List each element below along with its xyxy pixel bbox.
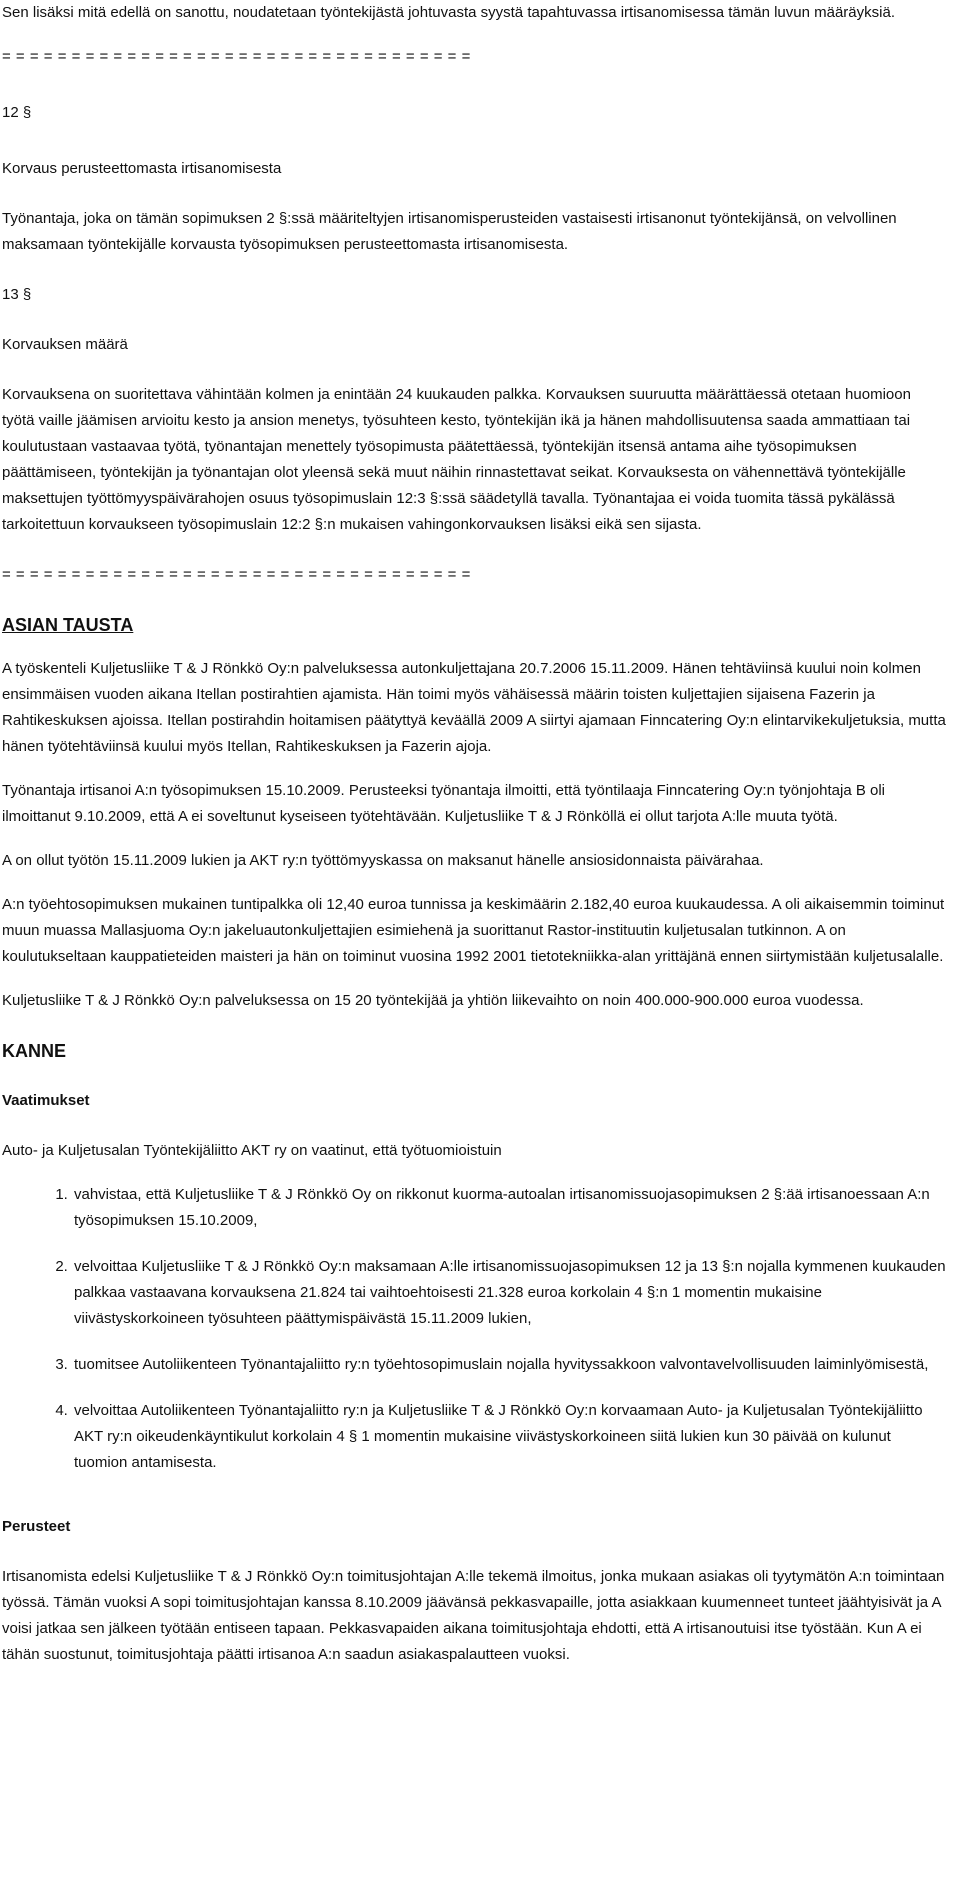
section-13-text: Korvauksena on suoritettava vähintään kolmen ja enintään 24 kuukauden palkka. Korvauksen suuruutta määrättäessä otetaan huomioon työtä vaille jäämisen arvioitu kesto ja ansion menetys, työsuhteen kesto, työntekijän ikä ja hänen mahdollisuutensa saada ammattiaan tai koulutustaan vastaavaa työtä, työnantajan menettely työsopimusta päätettäessä, työntekijän itsensä antama aihe työsopimuksen päättämiseen, työntekijän ja työnantajan olot yleensä sekä muut näihin rinnastettavat seikat. Korvauksesta on vähennettävä työntekijälle maksettujen työttömyyspäivärahojen osuus työsopimuslain 12:3 §:ssä säädetyllä tavalla. Työnantajaa ei voida tuomita tässä pykälässä tarkoitettuun korvaukseen työsopimuslain 12:2 §:n mukaisen vahingonkorvauksen lisäksi eikä sen sijasta. xyxy=(2,386,911,533)
background-paragraph: Työnantaja irtisanoi A:n työsopimuksen 15.10.2009. Perusteeksi työnantaja ilmoitti, että työntilaaja Finncatering Oy:n työnjohtaja B oli ilmoittanut 9.10.2009, että A ei soveltunut kyseiseen työtehtävään. Kuljetusliike T & J Rönköllä ei ollut tarjota A:lle muuta työtä. xyxy=(2,782,886,825)
intro-paragraph: Sen lisäksi mitä edellä on sanottu, noudatetaan työntekijästä johtuvasta syystä tapahtuvassa irtisanomisessa tämän luvun määräyksiä. xyxy=(2,4,895,21)
background-paragraph: Kuljetusliike T & J Rönkkö Oy:n palveluksessa on 15 20 työntekijää ja yhtiön liikevaihto on noin 400.000-900.000 euroa vuodessa. xyxy=(2,992,864,1009)
separator-rule: = = = = = = = = = = = = = = = = = = = = = = = = = = = = = = = = = = xyxy=(2,566,471,583)
vaatimukset-heading: Vaatimukset xyxy=(2,1092,90,1109)
vaatimukset-intro: Auto- ja Kuljetusalan Työntekijäliitto AKT ry on vaatinut, että työtuomioistuin xyxy=(2,1142,502,1159)
section-12-text: Työnantaja, joka on tämän sopimuksen 2 §:ssä määriteltyjen irtisanomisperusteiden vastaisesti irtisanonut työntekijänsä, on velvollinen maksamaan työntekijälle korvausta työsopimuksen perusteettomasta irtisanomisesta. xyxy=(2,210,897,253)
perusteet-heading: Perusteet xyxy=(2,1518,71,1535)
section-12-title: Korvaus perusteettomasta irtisanomisesta xyxy=(2,160,282,177)
list-item: 2. velvoittaa Kuljetusliike T & J Rönkkö Oy:n maksamaan A:lle irtisanomissuojasopimuksen 12 ja 13 §:n nojalla kymmenen kuukauden palkkaa vastaavana korvauksena 21.824 tai vaihtoehtoisesti 21.328 euroa korkolain 4 §:n 1 momentin mukaisine viivästyskorkoineen työsuhteen päättymispäivästä 15.11.2009 lukien, xyxy=(72,1254,946,1332)
perusteet-paragraph: Irtisanomista edelsi Kuljetusliike T & J Rönkkö Oy:n toimitusjohtajan A:lle tekemä ilmoitus, jonka mukaan asiakas oli tyytymätön A:n toimintaan työssä. Tämän vuoksi A sopi toimitusjohtajan kanssa 8.10.2009 jäävänsä pekkasvapaille, jotta asiakkaan kuumenneet tunteet jäähtyisivät ja A voisi jatkaa sen jälkeen työtään entiseen tapaan. Pekkasvapaiden aikana toimitusjohtaja ehdotti, että A irtisanoutuisi itse työstään. Kun A ei tähän suostunut, toimitusjohtaja päätti irtisanoa A:n saadun asiakaspalautteen vuoksi. xyxy=(2,1568,945,1663)
separator-rule: = = = = = = = = = = = = = = = = = = = = = = = = = = = = = = = = = = xyxy=(2,48,471,65)
background-heading: ASIAN TAUSTA xyxy=(2,615,134,635)
section-12-number: 12 § xyxy=(2,104,32,121)
claims-list xyxy=(2,1182,946,1476)
list-item: 1. vahvistaa, että Kuljetusliike T & J Rönkkö Oy on rikkonut kuorma-autoalan irtisanomissuojasopimuksen 2 §:ää irtisanoessaan A:n työsopimuksen 15.10.2009, xyxy=(72,1182,946,1234)
background-paragraph: A on ollut työtön 15.11.2009 lukien ja AKT ry:n työttömyyskassa on maksanut hänelle ansiosidonnaista päivärahaa. xyxy=(2,852,764,869)
section-13-title: Korvauksen määrä xyxy=(2,336,128,353)
kanne-heading: KANNE xyxy=(2,1041,67,1061)
background-paragraph: A työskenteli Kuljetusliike T & J Rönkkö Oy:n palveluksessa autonkuljettajana 20.7.2006 15.11.2009. Hänen tehtäviinsä kuului noin kolmen ensimmäisen vuoden aikana Itellan postirahtien ajamista. Hän toimi myös vähäisessä määrin toisten kuljettajien sijaisena Fazerin ja Rahtikeskuksen ajoissa. Itellan postirahdin hoitamisen päätyttyä keväällä 2009 A siirtyi ajamaan Finncatering Oy:n elintarvikekuljetuksia, mutta hänen työtehtäviinsä kuului myös Itellan, Rahtikeskuksen ja Fazerin ajoja. xyxy=(2,660,946,755)
background-paragraph: A:n työehtosopimuksen mukainen tuntipalkka oli 12,40 euroa tunnissa ja keskimäärin 2.182,40 euroa kuukaudessa. A oli aikaisemmin toiminut muun muassa Mallasjuoma Oy:n jakeluautonkuljettajien esimiehenä ja suorittanut Rastor-instituutin kuljetusalan tutkinnon. A on koulutukseltaan kauppatieteiden maisteri ja hän on toiminut vuosina 1992 2001 tietotekniikka-alan yrittäjänä ennen siirtymistään kuljetusalalle. xyxy=(2,896,945,965)
list-item: 4. velvoittaa Autoliikenteen Työnantajaliitto ry:n ja Kuljetusliike T & J Rönkkö Oy:n korvaamaan Auto- ja Kuljetusalan Työntekijäliitto AKT ry:n oikeudenkäyntikulut korkolain 4 § 1 momentin mukaisine viivästyskorkoineen siitä lukien kun 30 päivää on kulunut tuomion antamisesta. xyxy=(72,1398,946,1476)
list-item: 3. tuomitsee Autoliikenteen Työnantajaliitto ry:n työehtosopimuslain nojalla hyvityssakkoon valvontavelvollisuuden laiminlyömisestä, xyxy=(72,1352,946,1378)
section-13-number: 13 § xyxy=(2,286,32,303)
